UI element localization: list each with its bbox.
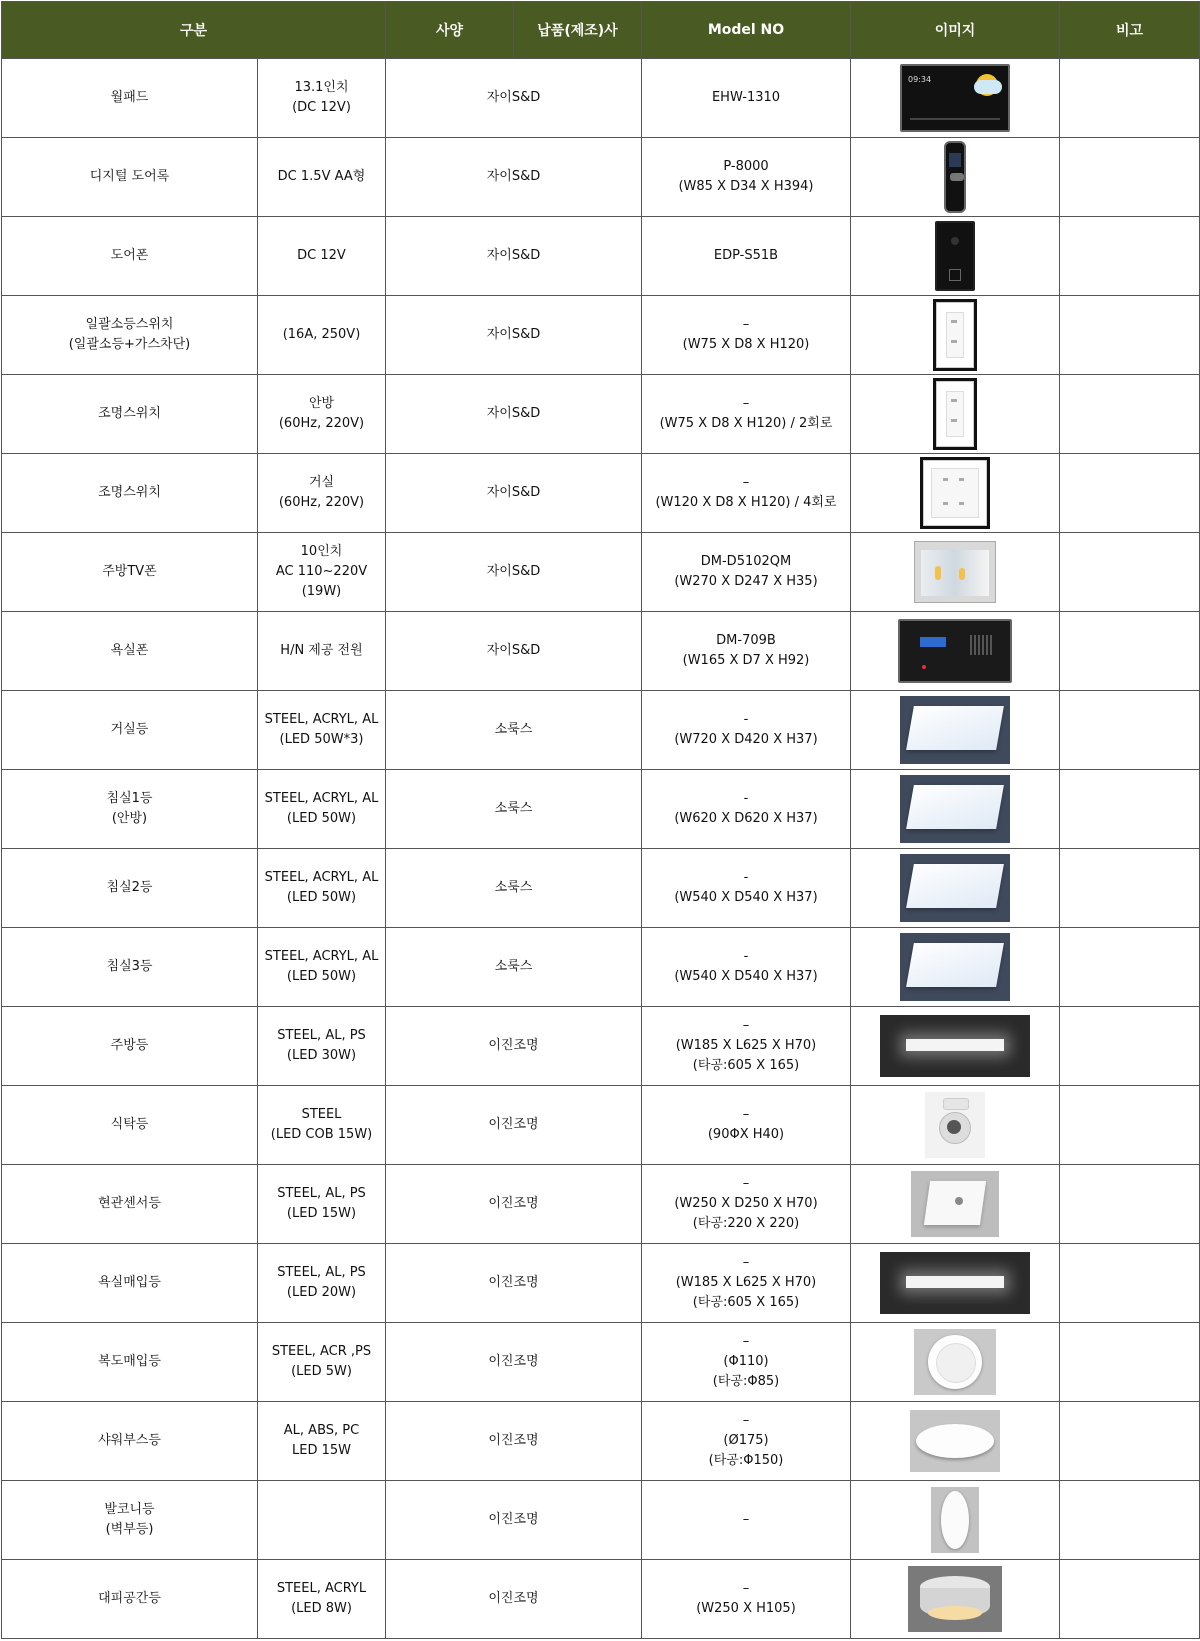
table-row <box>2 928 1200 1007</box>
table-row <box>2 1323 1200 1402</box>
row-spec: STEEL, AL, PS (LED 30W) <box>258 1007 386 1086</box>
table-row <box>2 1402 1200 1481</box>
sensor-light-icon <box>911 1171 999 1237</box>
row-image <box>851 770 1060 849</box>
panel-light-icon <box>900 854 1010 922</box>
row-note <box>1060 1244 1200 1323</box>
row-note <box>1060 1007 1200 1086</box>
row-spec: DC 12V <box>258 217 386 296</box>
row-image <box>851 138 1060 217</box>
row-maker: 이진조명 <box>386 1244 642 1323</box>
row-name: 대피공간등 <box>2 1560 258 1639</box>
row-model: – (W185 X L625 X H70) (타공:605 X 165) <box>642 1244 851 1323</box>
row-model: EHW-1310 <box>642 59 851 138</box>
row-spec: H/N 제공 전원 <box>258 612 386 691</box>
table-row <box>2 454 1200 533</box>
row-image <box>851 849 1060 928</box>
door-phone-icon <box>935 221 975 291</box>
row-spec: STEEL, AL, PS (LED 20W) <box>258 1244 386 1323</box>
table-row <box>2 1560 1200 1639</box>
row-spec: STEEL, ACRYL, AL (LED 50W*3) <box>258 691 386 770</box>
cylinder-light-icon <box>908 1566 1002 1632</box>
row-maker: 자이S&D <box>386 138 642 217</box>
row-maker: 자이S&D <box>386 612 642 691</box>
row-spec <box>258 1481 386 1560</box>
row-spec: 안방 (60Hz, 220V) <box>258 375 386 454</box>
table-row <box>2 217 1200 296</box>
row-image <box>851 1323 1060 1402</box>
row-note <box>1060 691 1200 770</box>
row-spec: STEEL, ACRYL, AL (LED 50W) <box>258 928 386 1007</box>
row-image <box>851 454 1060 533</box>
row-note <box>1060 1560 1200 1639</box>
row-name: 조명스위치 <box>2 375 258 454</box>
row-model: EDP-S51B <box>642 217 851 296</box>
header-category: 구분 <box>2 2 386 59</box>
row-name: 디지털 도어록 <box>2 138 258 217</box>
row-image <box>851 691 1060 770</box>
table-row <box>2 533 1200 612</box>
row-image <box>851 928 1060 1007</box>
row-name: 주방등 <box>2 1007 258 1086</box>
header-row <box>2 2 1200 59</box>
row-maker: 이진조명 <box>386 1481 642 1560</box>
row-name: 월패드 <box>2 59 258 138</box>
table-row <box>2 375 1200 454</box>
row-name: 조명스위치 <box>2 454 258 533</box>
row-spec: AL, ABS, PC LED 15W <box>258 1402 386 1481</box>
light-switch-4-icon <box>920 457 990 529</box>
row-model: – (W185 X L625 X H70) (타공:605 X 165) <box>642 1007 851 1086</box>
row-image <box>851 612 1060 691</box>
row-model: – (W75 X D8 X H120) <box>642 296 851 375</box>
row-image <box>851 1086 1060 1165</box>
spot-light-icon <box>925 1092 985 1158</box>
row-image <box>851 296 1060 375</box>
row-name: 욕실매입등 <box>2 1244 258 1323</box>
row-image <box>851 1481 1060 1560</box>
door-lock-icon <box>944 141 966 213</box>
row-model: – (W250 X D250 X H70) (타공:220 X 220) <box>642 1165 851 1244</box>
row-note <box>1060 928 1200 1007</box>
row-spec: STEEL, ACRYL, AL (LED 50W) <box>258 849 386 928</box>
row-image <box>851 1560 1060 1639</box>
row-maker: 자이S&D <box>386 217 642 296</box>
row-note <box>1060 1086 1200 1165</box>
table-row <box>2 1007 1200 1086</box>
row-name: 욕실폰 <box>2 612 258 691</box>
row-note <box>1060 1323 1200 1402</box>
bathroom-phone-icon <box>898 619 1012 683</box>
row-note <box>1060 138 1200 217</box>
panel-light-icon <box>900 933 1010 1001</box>
row-image <box>851 59 1060 138</box>
panel-light-icon <box>900 696 1010 764</box>
row-name: 일괄소등스위치 (일괄소등+가스차단) <box>2 296 258 375</box>
row-maker: 소룩스 <box>386 928 642 1007</box>
row-note <box>1060 217 1200 296</box>
row-spec: 10인치 AC 110~220V (19W) <box>258 533 386 612</box>
row-spec: (16A, 250V) <box>258 296 386 375</box>
wall-light-icon <box>931 1487 979 1553</box>
row-model: - (W540 X D540 X H37) <box>642 928 851 1007</box>
table-row <box>2 691 1200 770</box>
row-maker: 이진조명 <box>386 1560 642 1639</box>
round-flush-light-icon <box>910 1410 1000 1472</box>
row-note <box>1060 375 1200 454</box>
row-maker: 자이S&D <box>386 296 642 375</box>
row-note <box>1060 1402 1200 1481</box>
row-note <box>1060 612 1200 691</box>
header-spec: 사양 <box>386 2 514 59</box>
row-model: - (W720 X D420 X H37) <box>642 691 851 770</box>
table-row <box>2 612 1200 691</box>
row-spec: STEEL (LED COB 15W) <box>258 1086 386 1165</box>
row-maker: 이진조명 <box>386 1323 642 1402</box>
table-row <box>2 1165 1200 1244</box>
row-image <box>851 375 1060 454</box>
row-maker: 소룩스 <box>386 849 642 928</box>
header-maker: 납품(제조)사 <box>514 2 642 59</box>
table-row <box>2 1086 1200 1165</box>
row-note <box>1060 849 1200 928</box>
row-spec: DC 1.5V AA형 <box>258 138 386 217</box>
row-spec: 거실 (60Hz, 220V) <box>258 454 386 533</box>
row-spec: STEEL, ACR ,PS (LED 5W) <box>258 1323 386 1402</box>
row-model: – <box>642 1481 851 1560</box>
table-row <box>2 296 1200 375</box>
row-model: – (Φ110) (타공:Φ85) <box>642 1323 851 1402</box>
row-name: 현관센서등 <box>2 1165 258 1244</box>
row-spec: STEEL, ACRYL (LED 8W) <box>258 1560 386 1639</box>
row-name: 주방TV폰 <box>2 533 258 612</box>
row-model: - (W540 X D540 X H37) <box>642 849 851 928</box>
header-model: Model NO <box>642 2 851 59</box>
row-maker: 자이S&D <box>386 454 642 533</box>
header-note: 비고 <box>1060 2 1200 59</box>
wallpad-icon: 09:34 <box>900 64 1010 132</box>
row-model: P-8000 (W85 X D34 X H394) <box>642 138 851 217</box>
row-maker: 소룩스 <box>386 691 642 770</box>
table-row <box>2 849 1200 928</box>
row-maker: 이진조명 <box>386 1086 642 1165</box>
row-image <box>851 1165 1060 1244</box>
row-spec: STEEL, ACRYL, AL (LED 50W) <box>258 770 386 849</box>
light-switch-2-icon <box>933 378 977 450</box>
row-note <box>1060 59 1200 138</box>
spec-table <box>1 1 1200 1639</box>
row-maker: 소룩스 <box>386 770 642 849</box>
row-name: 복도매입등 <box>2 1323 258 1402</box>
row-maker: 이진조명 <box>386 1402 642 1481</box>
header-image: 이미지 <box>851 2 1060 59</box>
table-row <box>2 138 1200 217</box>
row-spec: 13.1인치 (DC 12V) <box>258 59 386 138</box>
row-name: 발코니등 (벽부등) <box>2 1481 258 1560</box>
row-note <box>1060 1481 1200 1560</box>
row-image <box>851 1007 1060 1086</box>
row-name: 침실1등 (안방) <box>2 770 258 849</box>
row-image <box>851 1244 1060 1323</box>
row-name: 거실등 <box>2 691 258 770</box>
row-note <box>1060 454 1200 533</box>
row-maker: 자이S&D <box>386 375 642 454</box>
row-note <box>1060 296 1200 375</box>
kitchen-tv-icon <box>914 541 996 603</box>
row-name: 샤워부스등 <box>2 1402 258 1481</box>
table-row <box>2 1481 1200 1560</box>
row-name: 식탁등 <box>2 1086 258 1165</box>
row-maker: 이진조명 <box>386 1165 642 1244</box>
row-model: – (W75 X D8 X H120) / 2회로 <box>642 375 851 454</box>
row-name: 도어폰 <box>2 217 258 296</box>
row-maker: 자이S&D <box>386 533 642 612</box>
table-row <box>2 770 1200 849</box>
row-model: DM-709B (W165 X D7 X H92) <box>642 612 851 691</box>
row-image <box>851 217 1060 296</box>
row-image <box>851 533 1060 612</box>
row-name: 침실2등 <box>2 849 258 928</box>
row-spec: STEEL, AL, PS (LED 15W) <box>258 1165 386 1244</box>
row-model: – (W250 X H105) <box>642 1560 851 1639</box>
downlight-icon <box>914 1329 996 1395</box>
row-model: DM-D5102QM (W270 X D247 X H35) <box>642 533 851 612</box>
row-note <box>1060 770 1200 849</box>
row-model: – (Ø175) (타공:Φ150) <box>642 1402 851 1481</box>
table-row <box>2 1244 1200 1323</box>
panel-light-icon <box>900 775 1010 843</box>
table-row <box>2 59 1200 138</box>
row-model: - (W620 X D620 X H37) <box>642 770 851 849</box>
row-maker: 자이S&D <box>386 59 642 138</box>
row-maker: 이진조명 <box>386 1007 642 1086</box>
master-switch-icon <box>933 299 977 371</box>
row-model: – (90ΦX H40) <box>642 1086 851 1165</box>
linear-light-icon <box>880 1252 1030 1314</box>
linear-light-icon <box>880 1015 1030 1077</box>
row-name: 침실3등 <box>2 928 258 1007</box>
row-model: – (W120 X D8 X H120) / 4회로 <box>642 454 851 533</box>
row-note <box>1060 533 1200 612</box>
row-note <box>1060 1165 1200 1244</box>
row-image <box>851 1402 1060 1481</box>
